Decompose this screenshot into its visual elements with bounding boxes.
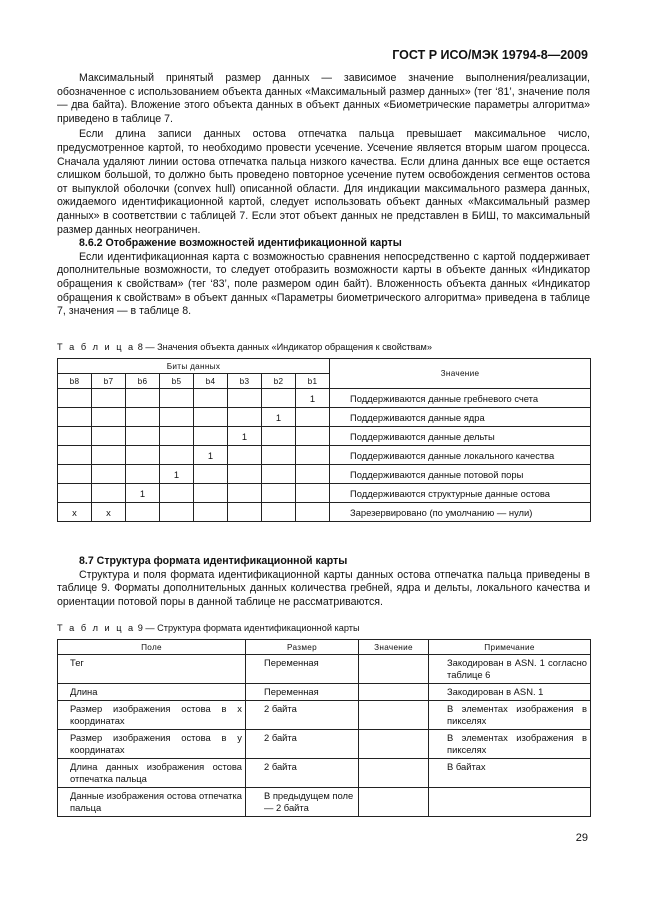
table-row bbox=[58, 503, 591, 522]
table-row bbox=[58, 427, 591, 446]
table8-bit-cell bbox=[262, 389, 296, 408]
table-row bbox=[58, 389, 591, 408]
table8-bit-label: b5 bbox=[160, 374, 194, 389]
body-text-upper bbox=[57, 72, 590, 319]
table-row bbox=[58, 446, 591, 465]
table8-bit-cell bbox=[228, 446, 262, 465]
table-8-feature-indicator bbox=[57, 358, 591, 522]
table8-bit-cell bbox=[296, 427, 330, 446]
table8-bit-cell bbox=[194, 484, 228, 503]
table8-bit-cell bbox=[194, 427, 228, 446]
table8-bit-cell: 1 bbox=[228, 427, 262, 446]
table8-bit-cell: x bbox=[92, 503, 126, 522]
table8-bit-cell bbox=[92, 465, 126, 484]
table8-bit-label: b4 bbox=[194, 374, 228, 389]
table9-cell: 2 байта bbox=[246, 730, 359, 759]
table9-cell: 2 байта bbox=[246, 701, 359, 730]
table9-cell bbox=[359, 730, 429, 759]
table8-bit-label: b8 bbox=[58, 374, 92, 389]
section-heading-8-6-2: 8.6.2 Отображение возможностей идентификационной карты bbox=[79, 237, 402, 250]
table8-bit-cell bbox=[160, 427, 194, 446]
section-heading-8-7: 8.7 Структура формата идентификационной карты bbox=[79, 555, 348, 567]
table9-column-header: Размер bbox=[246, 640, 359, 655]
table9-cell: Длина данных изображения остова отпечатка пальца bbox=[58, 759, 246, 788]
table9-cell: Закодирован в ASN. 1 согласно таблице 6 bbox=[429, 655, 591, 684]
table8-bit-cell bbox=[92, 427, 126, 446]
table8-bit-cell bbox=[58, 465, 92, 484]
paragraph-card-format: Структура и поля формата идентификационной карты данных остова отпечатка пальца приведены в таблице 9. Форматы дополнительных данных количества гребней, ядра и дельты, локального качества и ориентации потовой поры в данной таблице не рассматриваются. bbox=[57, 568, 590, 608]
table9-cell bbox=[359, 701, 429, 730]
table8-bit-cell bbox=[126, 446, 160, 465]
table8-bit-cell bbox=[262, 446, 296, 465]
table8-bit-cell bbox=[262, 484, 296, 503]
paragraph-card-capabilities: Если идентификационная карта с возможностью сравнения непосредственно с картой поддерживает дополнительные возможности, то следует отобразить возможности карты в объекте данных «Индикатор обращения к свойствам» (тег ‘83’, поле размером один байт). Вложенность объекта данных «Индикатор обращения к свойствам» в объект данных «Параметры биометрического алгоритма» приведена в таблице 7, значения — в таблице 8. bbox=[57, 250, 590, 318]
table8-bit-cell bbox=[92, 446, 126, 465]
table8-value-cell: Поддерживаются данные локального качества bbox=[330, 446, 591, 465]
table8-header-row bbox=[58, 359, 591, 374]
table8-bit-cell: 1 bbox=[126, 484, 160, 503]
table8-bit-cell bbox=[58, 446, 92, 465]
table8-bit-label: b3 bbox=[228, 374, 262, 389]
body-text-lower bbox=[57, 555, 590, 609]
table9-header-row bbox=[58, 640, 591, 655]
table9-cell: Закодирован в ASN. 1 bbox=[429, 684, 591, 701]
table9-cell bbox=[359, 655, 429, 684]
table8-bit-cell bbox=[194, 465, 228, 484]
table-9-card-format-structure bbox=[57, 639, 591, 817]
table-row bbox=[58, 465, 591, 484]
table8-value-cell: Поддерживаются структурные данные остова bbox=[330, 484, 591, 503]
table8-bit-cell bbox=[228, 408, 262, 427]
table-row bbox=[58, 701, 591, 730]
table8-bit-cell bbox=[58, 484, 92, 503]
table8-bit-cell: 1 bbox=[262, 408, 296, 427]
table8-bit-cell bbox=[160, 484, 194, 503]
table8-bit-cell: 1 bbox=[160, 465, 194, 484]
table9-cell bbox=[359, 788, 429, 817]
table8-bit-label: b2 bbox=[262, 374, 296, 389]
table8-bit-label: b7 bbox=[92, 374, 126, 389]
table8-bit-cell bbox=[228, 484, 262, 503]
table8-bit-cell bbox=[126, 465, 160, 484]
table9-cell: Переменная bbox=[246, 655, 359, 684]
table8-bit-cell bbox=[126, 503, 160, 522]
table8-bit-cell bbox=[126, 427, 160, 446]
table-row bbox=[58, 408, 591, 427]
table9-cell: В элементах изображения в пикселях bbox=[429, 701, 591, 730]
table8-bit-cell bbox=[194, 503, 228, 522]
table-row bbox=[58, 730, 591, 759]
table9-column-header: Поле bbox=[58, 640, 246, 655]
table9-cell: Переменная bbox=[246, 684, 359, 701]
table8-bit-cell: 1 bbox=[296, 389, 330, 408]
paragraph-truncation: Если длина записи данных остова отпечатка пальца превышает максимальное число, предусмотренное картой, то необходимо провести усечение. Усечение является вторым шагом процесса. Сначала удаляют линии остова отпечатка пальца низкого качества. Если длина данных все еще остается слишком большой, то должно быть проведено повторное усечение путем освобождения сегментов остова от выпуклой оболочки (convex hull) описанной области. Для индикации максимального размера данных, ожидаемого идентификационной картой, следует использовать объект данных «Максимальный размер данных» в соответствии с таблицей 7. Если этот объект данных не представлен в БИШ, то максимальный размер данных неограничен. bbox=[57, 128, 590, 236]
table8-bit-cell bbox=[296, 446, 330, 465]
table8-bit-cell bbox=[58, 389, 92, 408]
table8-bit-cell bbox=[92, 408, 126, 427]
table9-cell: В элементах изображения в пикселях bbox=[429, 730, 591, 759]
table9-caption: Т а б л и ц а 9 — Структура формата идентификационной карты bbox=[57, 623, 360, 633]
table8-caption: Т а б л и ц а 8 — Значения объекта данных «Индикатор обращения к свойствам» bbox=[57, 342, 432, 352]
table9-cell: В байтах bbox=[429, 759, 591, 788]
table8-bit-cell bbox=[262, 427, 296, 446]
table8-bit-cell bbox=[92, 389, 126, 408]
table9-cell: 2 байта bbox=[246, 759, 359, 788]
table8-bit-cell: x bbox=[58, 503, 92, 522]
table9-column-header: Значение bbox=[359, 640, 429, 655]
table8-bit-cell bbox=[296, 503, 330, 522]
table8-bits-header: Биты данных bbox=[58, 359, 330, 374]
table8-bit-label: b6 bbox=[126, 374, 160, 389]
table-row bbox=[58, 484, 591, 503]
table8-bit-cell bbox=[228, 503, 262, 522]
table8-bit-cell: 1 bbox=[194, 446, 228, 465]
table9-cell: Размер изображения остова в y координатах bbox=[58, 730, 246, 759]
table8-value-cell: Поддерживаются данные гребневого счета bbox=[330, 389, 591, 408]
table8-bit-cell bbox=[194, 389, 228, 408]
table9-cell bbox=[429, 788, 591, 817]
table9-cell: Данные изображения остова отпечатка пальца bbox=[58, 788, 246, 817]
table8-bit-cell bbox=[160, 446, 194, 465]
table8-bit-cell bbox=[126, 408, 160, 427]
table8-value-cell: Поддерживаются данные дельты bbox=[330, 427, 591, 446]
table8-bit-cell bbox=[160, 408, 194, 427]
table8-bit-cell bbox=[296, 408, 330, 427]
table8-bit-cell bbox=[262, 465, 296, 484]
table-row bbox=[58, 759, 591, 788]
table9-cell: Длина bbox=[58, 684, 246, 701]
page-number: 29 bbox=[575, 832, 588, 844]
table8-value-cell: Поддерживаются данные ядра bbox=[330, 408, 591, 427]
table-row bbox=[58, 788, 591, 817]
table9-column-header: Примечание bbox=[429, 640, 591, 655]
table8-bit-cell bbox=[296, 465, 330, 484]
table8-bit-cell bbox=[160, 389, 194, 408]
table-row bbox=[58, 655, 591, 684]
table9-cell bbox=[359, 684, 429, 701]
table9-cell: Размер изображения остова в x координатах bbox=[58, 701, 246, 730]
table8-bit-cell bbox=[228, 389, 262, 408]
table8-bit-cell bbox=[126, 389, 160, 408]
table8-bit-cell bbox=[194, 408, 228, 427]
table8-bit-label: b1 bbox=[296, 374, 330, 389]
table8-value-cell: Поддерживаются данные потовой поры bbox=[330, 465, 591, 484]
table8-value-cell: Зарезервировано (по умолчанию — нули) bbox=[330, 503, 591, 522]
table9-cell: Тег bbox=[58, 655, 246, 684]
table8-bit-cell bbox=[58, 427, 92, 446]
standard-header: ГОСТ Р ИСО/МЭК 19794-8—2009 bbox=[392, 48, 588, 62]
table-row bbox=[58, 684, 591, 701]
table9-cell bbox=[359, 759, 429, 788]
table8-bit-cell bbox=[262, 503, 296, 522]
table8-bit-cell bbox=[92, 484, 126, 503]
table8-bit-cell bbox=[160, 503, 194, 522]
table9-cell: В предыдущем поле — 2 байта bbox=[246, 788, 359, 817]
table8-bit-cell bbox=[296, 484, 330, 503]
table8-bit-cell bbox=[58, 408, 92, 427]
table8-value-header: Значение bbox=[330, 359, 591, 389]
paragraph-max-data-size: Максимальный принятый размер данных — зависимое значение выполнения/реализации, обозначенное с использованием объекта данных «Максимальный размер данных» (тег ‘81’, значение поля — два байта). Вложение этого объекта данных в объект данных «Биометрические параметры алгоритма» приведено в таблице 7. bbox=[57, 72, 590, 125]
table8-bit-cell bbox=[228, 465, 262, 484]
